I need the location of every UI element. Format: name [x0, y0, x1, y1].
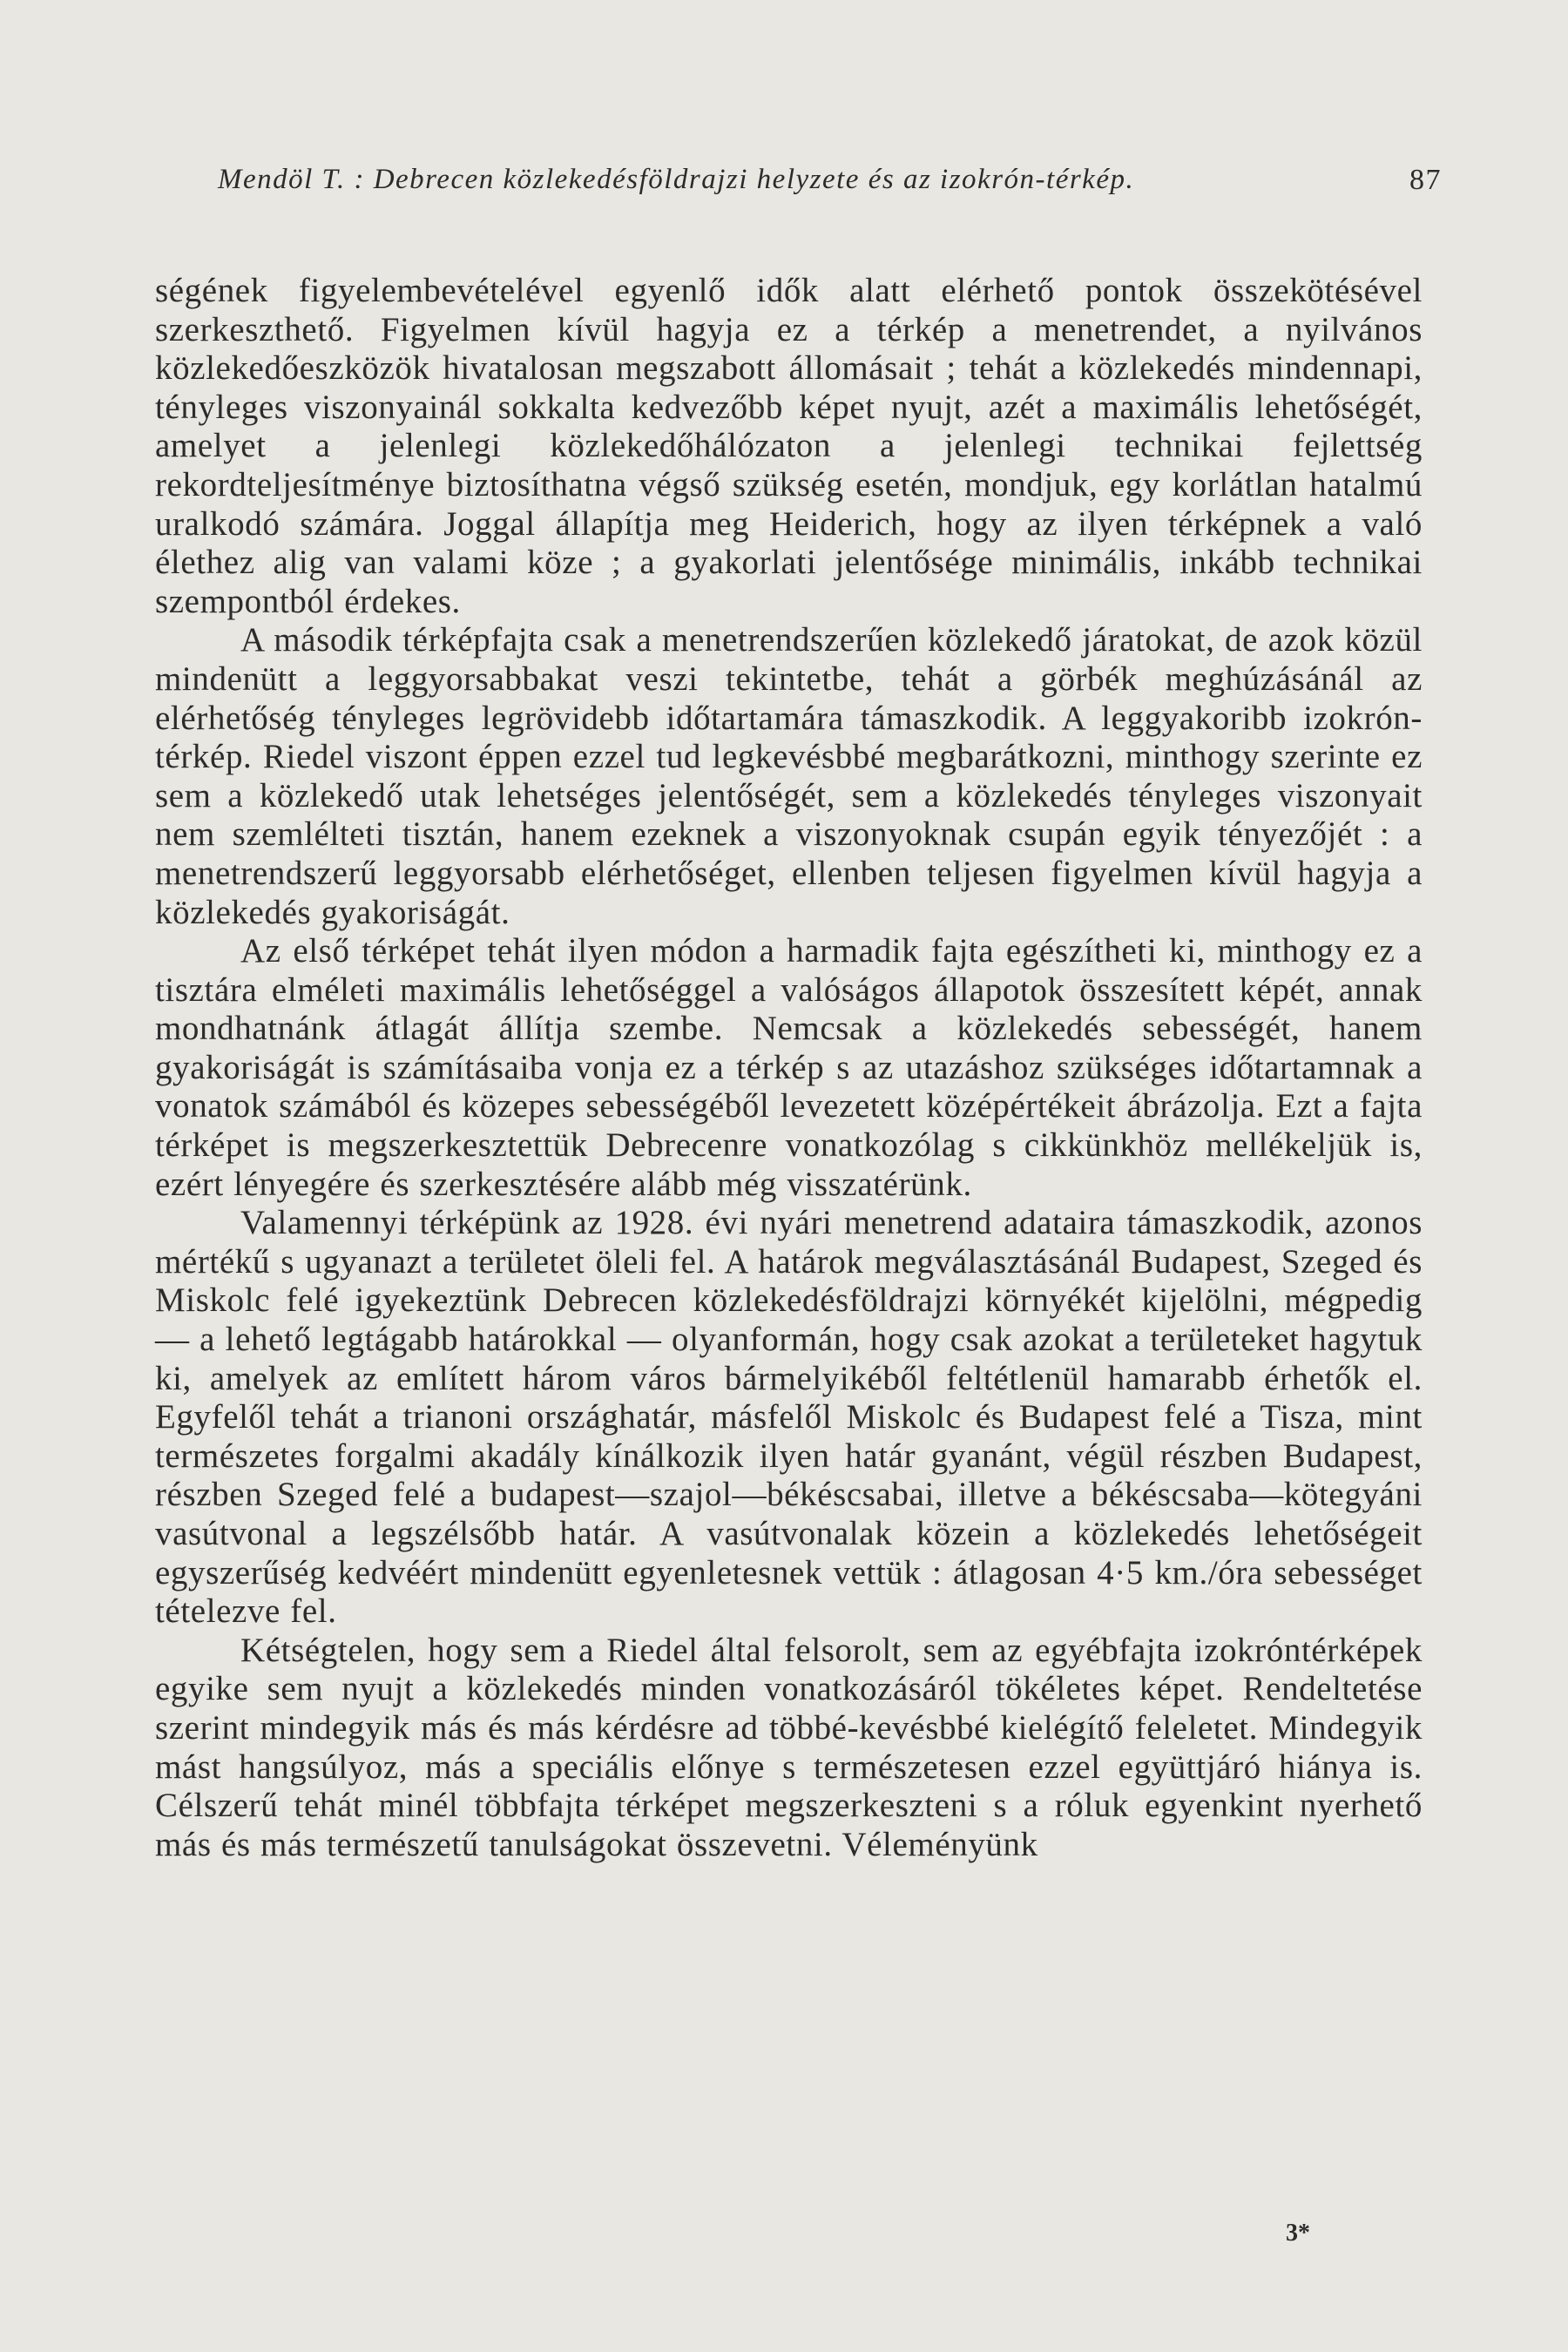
- paragraph: A második térképfajta csak a menetrendszerűen közlekedő járatokat, de azok közül mindenütt a leggyorsabbakat veszi tekintetbe, tehát a görbék meghúzásánál az elérhetőség tényleges legrövidebb időtartamára támaszkodik. A leggyakoribb izokrón-térkép. Riedel viszont éppen ezzel tud legkevésbbé megbarátkozni, minthogy szerinte ez sem a közlekedő utak lehetséges jelentőségét, sem a közlekedés tényleges viszonyait nem szemlélteti tisztán, hanem ezeknek a viszonyoknak csupán egyik tényezőjét : a menetrendszerű leggyorsabb elérhetőséget, ellenben teljesen figyelmen kívül hagyja a közlekedés gyakoriságát.: [155, 621, 1423, 931]
- page-number: 87: [1409, 164, 1442, 196]
- signature-mark: 3*: [1286, 2220, 1310, 2247]
- paragraph: Az első térképet tehát ilyen módon a harmadik fajta egészítheti ki, minthogy ez a tisztára elméleti maximális lehetőséggel a valóságos állapotok összesített képét, annak mondhatnánk átlagát állítja szembe. Nemcsak a közlekedés sebességét, hanem gyakoriságát is számításaiba vonja ez a térkép s az utazáshoz szükséges időtartamnak a vonatok számából és közepes sebességéből levezetett középértékeit ábrázolja. Ezt a fajta térképet is megszerkesztettük Debrecenre vonatkozólag s cikkünkhöz mellékeljük is, ezért lényegére és szerkesztésére alább még visszatérünk.: [155, 932, 1423, 1203]
- running-title: Mendöl T. : Debrecen közlekedésföldrajzi helyzete és az izokrón-térkép.: [218, 164, 1135, 195]
- paragraph: Valamennyi térképünk az 1928. évi nyári menetrend adataira támaszkodik, azonos mértékű s ugyanazt a területet öleli fel. A határok megválasztásánál Budapest, Szeged és Miskolc felé igyekeztünk Debrecen közlekedésföldrajzi környékét kijelölni, mégpedig — a lehető legtágabb határokkal — olyanformán, hogy csak azokat a területeket hagytuk ki, amelyek az említett három város bármelyikéből feltétlenül hamarabb érhetők el. Egyfelől tehát a trianoni országhatár, másfelől Miskolc és Budapest felé a Tisza, mint természetes forgalmi akadály kínálkozik ilyen határ gyanánt, végül részben Budapest, részben Szeged felé a budapest—szajol—békéscsabai, illetve a békéscsaba—kötegyáni vasútvonal a legszélsőbb határ. A vasútvonalak közein a közlekedés lehetőségeit egyszerűség kedvéért mindenütt egyenletesnek vettük : átlagosan 4·5 km./óra sebességet tételezve fel.: [155, 1204, 1423, 1631]
- paragraph: ségének figyelembevételével egyenlő idők alatt elérhető pontok összekötésével szerkeszthető. Figyelmen kívül hagyja ez a térkép a menetrendet, a nyilvános közlekedőeszközök hivatalosan megszabott állomásait ; tehát a közlekedés mindennapi, tényleges viszonyainál sokkalta kedvezőbb képet nyujt, azét a maximális lehetőségét, amelyet a jelenlegi közlekedőhálózaton a jelenlegi technikai fejlettség rekordteljesítménye biztosíthatna végső szükség esetén, mondjuk, egy korlátlan hatalmú uralkodó számára. Joggal állapítja meg Heiderich, hogy az ilyen térképnek a való élethez alig van valami köze ; a gyakorlati jelentősége minimális, inkább technikai szempontból érdekes.: [155, 272, 1423, 620]
- paragraph: Kétségtelen, hogy sem a Riedel által felsorolt, sem az egyébfajta izokróntérképek egyike sem nyujt a közlekedés minden vonatkozásáról tökéletes képet. Rendeltetése szerint mindegyik más és más kérdésre ad többé-kevésbbé kielégítő feleletet. Mindegyik mást hangsúlyoz, más a speciális előnye s természetesen ezzel együttjáró hiánya is. Célszerű tehát minél többfajta térképet megszerkeszteni s a róluk egyenkint nyerhető más és más természetű tanulságokat összevetni. Véleményünk: [155, 1631, 1423, 1863]
- body-text: [155, 272, 1423, 1864]
- running-header: [218, 164, 1442, 196]
